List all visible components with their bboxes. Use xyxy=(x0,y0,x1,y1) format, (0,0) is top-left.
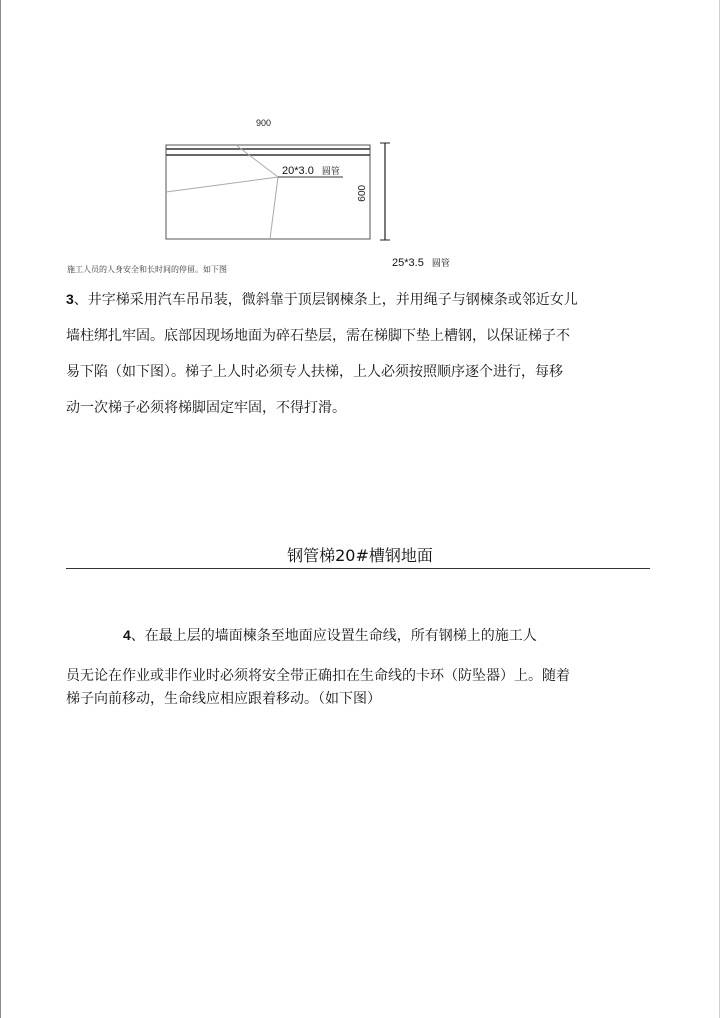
paragraph-3-number: 3 xyxy=(66,291,74,307)
width-dimension-label: 900 xyxy=(256,118,272,128)
top-pipe-spec: 20*3.0 xyxy=(282,165,314,177)
ladder-diagram xyxy=(0,0,720,280)
height-dimension-label: 009 xyxy=(355,185,366,202)
top-pipe-material: 圆管 xyxy=(321,167,340,177)
brace-line xyxy=(166,177,278,192)
ladder-diagram-drawing xyxy=(0,0,720,280)
diagram-caption: 施工人员的人身安全和长时间的停留。如下图 xyxy=(67,265,227,274)
section-divider xyxy=(66,568,650,569)
brace-line xyxy=(236,145,278,177)
paragraph-3-line-1 xyxy=(66,289,656,309)
paragraph-3-line-4: 动一次梯子必须将梯脚固定牢固，不得打滑。 xyxy=(66,400,346,416)
paragraph-4-line-1 xyxy=(123,625,537,645)
top-pipe-label xyxy=(282,164,340,177)
bottom-pipe-label xyxy=(392,256,450,269)
section-title: 钢管梯20#槽钢地面 xyxy=(287,546,433,565)
paragraph-4-text: 、在最上层的墙面楝条至地面应设置生命线，所有钢梯上的施工人 xyxy=(130,628,537,644)
bottom-pipe-material: 圆管 xyxy=(431,259,450,269)
bottom-pipe-spec: 25*3.5 xyxy=(392,257,424,269)
ladder-frame xyxy=(166,145,370,239)
paragraph-4-number: 4 xyxy=(123,627,131,643)
paragraph-4-line-2: 员无论在作业或非作业时必须将安全带正确扣在生命线的卡环（防坠器）上。随着 xyxy=(66,668,570,684)
paragraph-3-line-3: 易下陷（如下图）。梯子上人时必须专人扶梯，上人必须按照顺序逐个进行，每移 xyxy=(66,364,563,380)
brace-line xyxy=(270,177,278,239)
paragraph-3-text: 、井字梯采用汽车吊吊装，微斜靠于顶层钢楝条上，并用绳子与钢楝条或邻近女儿 xyxy=(73,292,578,308)
paragraph-3-line-2: 墙柱绑扎牢固。底部因现场地面为碎石垫层，需在梯脚下垫上槽钢，以保证梯子不 xyxy=(66,328,570,344)
paragraph-4-line-3: 梯子向前移动，生命线应相应跟着移动。（如下图） xyxy=(66,691,381,707)
